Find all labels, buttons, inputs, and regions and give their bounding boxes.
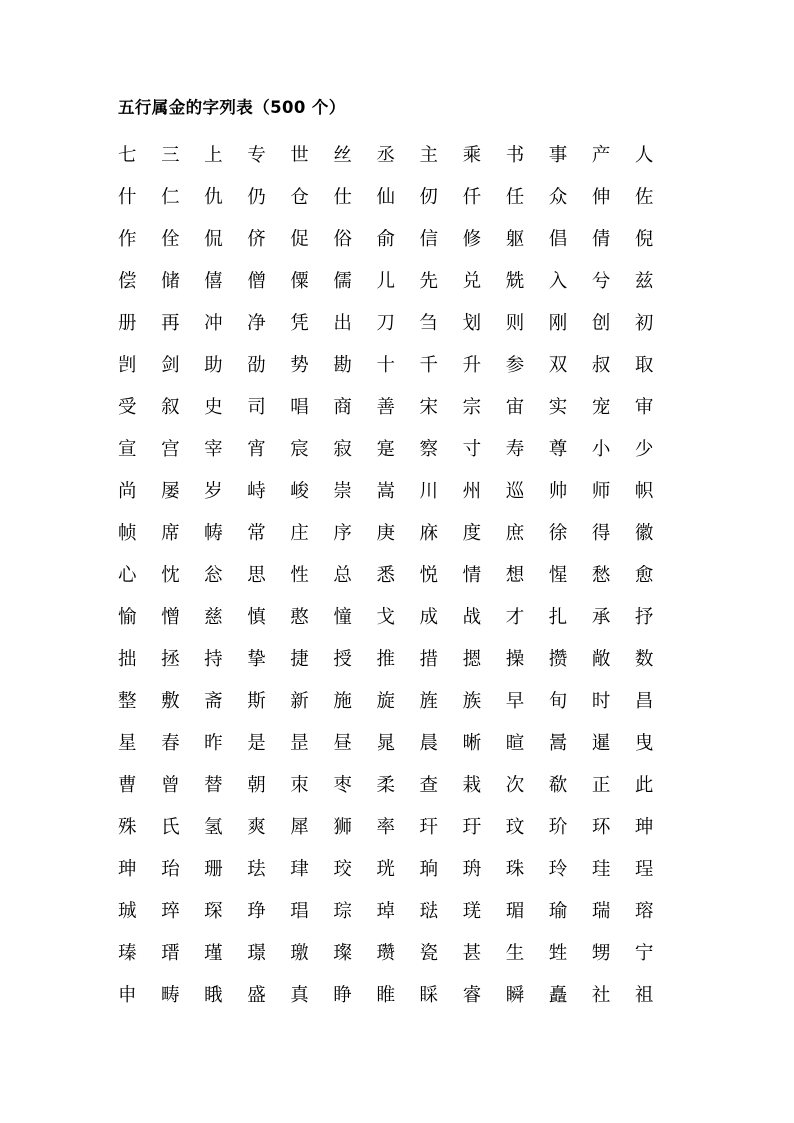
character-cell: 峙 bbox=[247, 481, 266, 502]
character-cell: 俗 bbox=[333, 229, 352, 250]
character-cell: 是 bbox=[247, 733, 266, 754]
character-cell: 创 bbox=[591, 313, 611, 334]
character-cell: 少 bbox=[634, 439, 654, 460]
character-cell: 宗 bbox=[462, 397, 482, 418]
character-cell: 叔 bbox=[591, 355, 611, 376]
character-cell: 仍 bbox=[247, 187, 266, 208]
character-cell: 兹 bbox=[634, 271, 654, 292]
character-cell: 瑞 bbox=[591, 901, 611, 922]
character-cell: 司 bbox=[247, 397, 266, 418]
character-cell: 乘 bbox=[462, 145, 482, 166]
character-cell: 盛 bbox=[247, 985, 266, 1006]
character-cell: 倡 bbox=[548, 229, 568, 250]
character-cell: 丝 bbox=[333, 145, 352, 166]
character-cell: 狮 bbox=[333, 817, 352, 838]
character-cell: 琤 bbox=[247, 901, 266, 922]
character-cell: 作 bbox=[118, 229, 137, 250]
character-cell: 商 bbox=[333, 397, 352, 418]
character-cell: 先 bbox=[419, 271, 439, 292]
character-cell: 佐 bbox=[634, 187, 654, 208]
character-cell: 甚 bbox=[462, 943, 482, 964]
character-cell: 矗 bbox=[548, 985, 568, 1006]
character-cell: 躯 bbox=[505, 229, 525, 250]
character-cell: 史 bbox=[204, 397, 223, 418]
character-cell: 刍 bbox=[419, 313, 439, 334]
character-cell: 川 bbox=[419, 481, 439, 502]
character-cell: 授 bbox=[333, 649, 352, 670]
character-cell: 琷 bbox=[462, 901, 482, 922]
character-cell: 出 bbox=[333, 313, 352, 334]
character-cell: 玠 bbox=[548, 817, 568, 838]
character-cell: 承 bbox=[591, 607, 611, 628]
character-cell: 剀 bbox=[118, 355, 137, 376]
character-cell: 师 bbox=[591, 481, 611, 502]
character-cell: 璬 bbox=[290, 943, 309, 964]
character-cell: 晨 bbox=[419, 733, 439, 754]
character-cell: 忱 bbox=[161, 565, 180, 586]
character-cell: 晰 bbox=[462, 733, 482, 754]
character-cell: 琺 bbox=[419, 901, 439, 922]
character-cell: 朿 bbox=[290, 775, 309, 796]
character-cell: 倩 bbox=[591, 229, 611, 250]
character-cell: 再 bbox=[161, 313, 180, 334]
character-cell: 千 bbox=[419, 355, 439, 376]
character-cell: 璨 bbox=[333, 943, 352, 964]
character-cell: 枣 bbox=[333, 775, 352, 796]
character-cell: 叙 bbox=[161, 397, 180, 418]
character-cell: 刀 bbox=[376, 313, 395, 334]
character-cell: 施 bbox=[333, 691, 352, 712]
character-cell: 取 bbox=[634, 355, 654, 376]
character-cell: 捷 bbox=[290, 649, 309, 670]
character-cell: 氢 bbox=[204, 817, 223, 838]
character-cell: 宵 bbox=[247, 439, 266, 460]
character-cell: 冲 bbox=[204, 313, 223, 334]
character-cell: 刚 bbox=[548, 313, 568, 334]
character-cell: 岁 bbox=[204, 481, 223, 502]
character-cell: 栽 bbox=[462, 775, 482, 796]
character-cell: 此 bbox=[634, 775, 654, 796]
character-cell: 勘 bbox=[333, 355, 352, 376]
character-cell: 思 bbox=[247, 565, 266, 586]
character-cell: 璟 bbox=[247, 943, 266, 964]
character-cell: 伸 bbox=[591, 187, 611, 208]
character-cell: 崇 bbox=[333, 481, 352, 502]
character-cell: 昰 bbox=[290, 733, 309, 754]
character-cell: 族 bbox=[462, 691, 482, 712]
character-cell: 摁 bbox=[462, 649, 482, 670]
character-cell: 睿 bbox=[462, 985, 482, 1006]
character-cell: 犀 bbox=[290, 817, 309, 838]
character-cell: 昨 bbox=[204, 733, 223, 754]
character-cell: 划 bbox=[462, 313, 482, 334]
character-cell: 甥 bbox=[591, 943, 611, 964]
character-cell: 宰 bbox=[204, 439, 223, 460]
character-cell: 兟 bbox=[505, 271, 525, 292]
character-cell: 什 bbox=[118, 187, 137, 208]
character-cell: 修 bbox=[462, 229, 482, 250]
character-cell: 新 bbox=[290, 691, 309, 712]
character-cell: 剑 bbox=[161, 355, 180, 376]
character-cell: 初 bbox=[634, 313, 654, 334]
character-cell: 倪 bbox=[634, 229, 654, 250]
character-cell: 愁 bbox=[591, 565, 611, 586]
character-cell: 寔 bbox=[376, 439, 395, 460]
character-cell: 僧 bbox=[247, 271, 266, 292]
character-cell: 悉 bbox=[376, 565, 395, 586]
character-cell: 徐 bbox=[548, 523, 568, 544]
character-cell: 瑨 bbox=[161, 943, 180, 964]
character-cell: 宋 bbox=[419, 397, 439, 418]
character-cell: 玕 bbox=[419, 817, 439, 838]
character-cell: 珦 bbox=[419, 859, 439, 880]
character-cell: 书 bbox=[505, 145, 525, 166]
character-cell: 旌 bbox=[419, 691, 439, 712]
character-cell: 仟 bbox=[462, 187, 482, 208]
character-cell: 慎 bbox=[247, 607, 266, 628]
character-cell: 睋 bbox=[204, 985, 223, 1006]
character-cell: 十 bbox=[376, 355, 395, 376]
character-cell: 琗 bbox=[161, 901, 180, 922]
character-cell: 时 bbox=[591, 691, 611, 712]
character-cell: 战 bbox=[462, 607, 482, 628]
character-cell: 瞬 bbox=[505, 985, 525, 1006]
character-cell: 整 bbox=[118, 691, 137, 712]
character-cell: 宠 bbox=[591, 397, 611, 418]
character-cell: 升 bbox=[462, 355, 482, 376]
character-cell: 社 bbox=[591, 985, 611, 1006]
character-cell: 攒 bbox=[548, 649, 568, 670]
character-cell: 兑 bbox=[462, 271, 482, 292]
character-cell: 早 bbox=[505, 691, 525, 712]
character-cell: 专 bbox=[247, 145, 266, 166]
character-cell: 殊 bbox=[118, 817, 137, 838]
character-cell: 昼 bbox=[333, 733, 352, 754]
character-cell: 真 bbox=[290, 985, 309, 1006]
character-cell: 人 bbox=[634, 145, 654, 166]
character-cell: 则 bbox=[505, 313, 525, 334]
character-cell: 申 bbox=[118, 985, 137, 1006]
character-cell: 珅 bbox=[118, 859, 137, 880]
character-cell: 旋 bbox=[376, 691, 395, 712]
character-cell: 持 bbox=[204, 649, 223, 670]
character-cell: 寿 bbox=[505, 439, 525, 460]
character-cell: 珪 bbox=[591, 859, 611, 880]
character-cell: 度 bbox=[462, 523, 482, 544]
character-cell: 仓 bbox=[290, 187, 309, 208]
character-cell: 儒 bbox=[333, 271, 352, 292]
character-cell: 愉 bbox=[118, 607, 137, 628]
character-cell: 氏 bbox=[161, 817, 180, 838]
character-cell: 珐 bbox=[247, 859, 266, 880]
character-cell: 瑾 bbox=[204, 943, 223, 964]
character-cell: 措 bbox=[419, 649, 439, 670]
character-cell: 暹 bbox=[591, 733, 611, 754]
character-cell: 储 bbox=[161, 271, 180, 292]
character-cell: 参 bbox=[505, 355, 525, 376]
character-cell: 帜 bbox=[634, 481, 654, 502]
character-cell: 僖 bbox=[204, 271, 223, 292]
character-cell: 偿 bbox=[118, 271, 137, 292]
character-cell: 珘 bbox=[462, 859, 482, 880]
character-cell: 州 bbox=[462, 481, 482, 502]
character-cell: 成 bbox=[419, 607, 439, 628]
character-cell: 审 bbox=[634, 397, 654, 418]
document-content bbox=[118, 95, 678, 1017]
character-cell: 琛 bbox=[204, 901, 223, 922]
character-cell: 环 bbox=[591, 817, 611, 838]
character-cell: 心 bbox=[118, 565, 137, 586]
character-cell: 总 bbox=[333, 565, 352, 586]
character-cell: 净 bbox=[247, 313, 266, 334]
character-cell: 世 bbox=[290, 145, 309, 166]
character-cell: 愈 bbox=[634, 565, 654, 586]
character-cell: 次 bbox=[505, 775, 525, 796]
character-cell: 晁 bbox=[376, 733, 395, 754]
character-cell: 庄 bbox=[290, 523, 309, 544]
character-cell: 悦 bbox=[419, 565, 439, 586]
character-cell: 宣 bbox=[118, 439, 137, 460]
character-cell: 瓷 bbox=[419, 943, 439, 964]
character-cell: 抒 bbox=[634, 607, 654, 628]
character-cell: 侃 bbox=[204, 229, 223, 250]
character-cell: 想 bbox=[505, 565, 525, 586]
character-cell: 寂 bbox=[333, 439, 352, 460]
character-cell: 凭 bbox=[290, 313, 309, 334]
character-cell: 星 bbox=[118, 733, 137, 754]
character-cell: 憧 bbox=[333, 607, 352, 628]
character-cell: 珖 bbox=[376, 859, 395, 880]
character-cell: 受 bbox=[118, 397, 137, 418]
character-cell: 暄 bbox=[505, 733, 525, 754]
character-cell: 侪 bbox=[247, 229, 266, 250]
character-cell: 屡 bbox=[161, 481, 180, 502]
character-cell: 帧 bbox=[118, 523, 137, 544]
character-cell: 上 bbox=[204, 145, 223, 166]
character-cell: 仁 bbox=[161, 187, 180, 208]
character-cell: 产 bbox=[591, 145, 611, 166]
character-cell: 琩 bbox=[290, 901, 309, 922]
character-cell: 得 bbox=[591, 523, 611, 544]
character-cell: 仞 bbox=[419, 187, 439, 208]
character-cell: 曾 bbox=[161, 775, 180, 796]
character-cell: 信 bbox=[419, 229, 439, 250]
character-cell: 正 bbox=[591, 775, 611, 796]
character-cell: 入 bbox=[548, 271, 568, 292]
character-cell: 助 bbox=[204, 355, 223, 376]
character-cell: 众 bbox=[548, 187, 568, 208]
character-cell: 曹 bbox=[118, 775, 137, 796]
character-cell: 玟 bbox=[505, 817, 525, 838]
character-cell: 查 bbox=[419, 775, 439, 796]
character-cell: 嵩 bbox=[376, 481, 395, 502]
character-cell: 兮 bbox=[591, 271, 611, 292]
page-title: 五行属金的字列表（500 个） bbox=[118, 98, 346, 117]
character-cell: 祖 bbox=[634, 985, 654, 1006]
character-cell: 斋 bbox=[204, 691, 223, 712]
character-cell: 尊 bbox=[548, 439, 568, 460]
character-cell: 性 bbox=[290, 565, 309, 586]
character-cell: 佺 bbox=[161, 229, 180, 250]
character-cell: 敷 bbox=[161, 691, 180, 712]
character-cell: 曳 bbox=[634, 733, 654, 754]
character-cell: 双 bbox=[548, 355, 568, 376]
character-cell: 唱 bbox=[290, 397, 309, 418]
character-cell: 暠 bbox=[548, 733, 568, 754]
character-cell: 丞 bbox=[376, 145, 395, 166]
character-cell: 戈 bbox=[376, 607, 395, 628]
character-cell: 珠 bbox=[505, 859, 525, 880]
character-cell: 珹 bbox=[118, 901, 137, 922]
character-cell: 巡 bbox=[505, 481, 525, 502]
character-cell: 宙 bbox=[505, 397, 525, 418]
character-cell: 憨 bbox=[290, 607, 309, 628]
character-cell: 珊 bbox=[204, 859, 223, 880]
character-cell: 庚 bbox=[376, 523, 395, 544]
character-cell: 势 bbox=[290, 355, 309, 376]
character-cell: 憎 bbox=[161, 607, 180, 628]
character-cell: 席 bbox=[161, 523, 180, 544]
character-cell: 仕 bbox=[333, 187, 352, 208]
character-cell: 惺 bbox=[548, 565, 568, 586]
character-cell: 扎 bbox=[548, 607, 568, 628]
character-cell: 忩 bbox=[204, 565, 223, 586]
character-cell: 珵 bbox=[634, 859, 654, 880]
character-cell: 促 bbox=[290, 229, 309, 250]
character-cell: 寸 bbox=[462, 439, 482, 460]
character-cell: 珅 bbox=[634, 817, 654, 838]
character-cell: 昌 bbox=[634, 691, 654, 712]
character-cell: 仇 bbox=[204, 187, 223, 208]
character-cell: 爽 bbox=[247, 817, 266, 838]
character-cell: 珒 bbox=[290, 859, 309, 880]
character-cell: 宸 bbox=[290, 439, 309, 460]
character-grid bbox=[118, 135, 678, 1017]
character-cell: 推 bbox=[376, 649, 395, 670]
character-cell: 宫 bbox=[161, 439, 180, 460]
character-cell: 睢 bbox=[376, 985, 395, 1006]
character-cell: 畴 bbox=[161, 985, 180, 1006]
character-cell: 才 bbox=[505, 607, 525, 628]
character-cell: 数 bbox=[634, 649, 654, 670]
character-cell: 实 bbox=[548, 397, 568, 418]
character-cell: 琸 bbox=[376, 901, 395, 922]
character-cell: 珆 bbox=[161, 859, 180, 880]
character-cell: 察 bbox=[419, 439, 439, 460]
character-cell: 欷 bbox=[548, 775, 568, 796]
character-cell: 挚 bbox=[247, 649, 266, 670]
character-cell: 操 bbox=[505, 649, 525, 670]
character-cell: 仙 bbox=[376, 187, 395, 208]
character-cell: 儿 bbox=[376, 271, 395, 292]
character-cell: 瑢 bbox=[634, 901, 654, 922]
character-cell: 慈 bbox=[204, 607, 223, 628]
character-cell: 七 bbox=[118, 145, 137, 166]
character-cell: 瓒 bbox=[376, 943, 395, 964]
character-cell: 小 bbox=[591, 439, 611, 460]
character-cell: 率 bbox=[376, 817, 395, 838]
character-cell: 琮 bbox=[333, 901, 352, 922]
character-cell: 册 bbox=[118, 313, 137, 334]
character-cell: 序 bbox=[333, 523, 352, 544]
character-cell: 珓 bbox=[333, 859, 352, 880]
character-cell: 事 bbox=[548, 145, 568, 166]
character-cell: 情 bbox=[462, 565, 482, 586]
character-cell: 拙 bbox=[118, 649, 137, 670]
character-cell: 玗 bbox=[462, 817, 482, 838]
character-cell: 庥 bbox=[419, 523, 439, 544]
character-cell: 旬 bbox=[548, 691, 568, 712]
character-cell: 主 bbox=[419, 145, 439, 166]
character-cell: 峻 bbox=[290, 481, 309, 502]
character-cell: 僳 bbox=[290, 271, 309, 292]
character-cell: 玲 bbox=[548, 859, 568, 880]
character-cell: 宁 bbox=[634, 943, 654, 964]
character-cell: 帱 bbox=[204, 523, 223, 544]
character-cell: 瑜 bbox=[548, 901, 568, 922]
character-cell: 睬 bbox=[419, 985, 439, 1006]
character-cell: 敞 bbox=[591, 649, 611, 670]
character-cell: 甡 bbox=[548, 943, 568, 964]
character-cell: 生 bbox=[505, 943, 525, 964]
character-cell: 徽 bbox=[634, 523, 654, 544]
character-cell: 任 bbox=[505, 187, 525, 208]
character-cell: 常 bbox=[247, 523, 266, 544]
character-cell: 替 bbox=[204, 775, 223, 796]
character-cell: 斯 bbox=[247, 691, 266, 712]
character-cell: 春 bbox=[161, 733, 180, 754]
character-cell: 帅 bbox=[548, 481, 568, 502]
character-cell: 劭 bbox=[247, 355, 266, 376]
character-cell: 瑂 bbox=[505, 901, 525, 922]
character-cell: 三 bbox=[161, 145, 180, 166]
character-cell: 朝 bbox=[247, 775, 266, 796]
character-cell: 瑧 bbox=[118, 943, 137, 964]
character-cell: 睁 bbox=[333, 985, 352, 1006]
character-cell: 善 bbox=[376, 397, 395, 418]
character-cell: 柔 bbox=[376, 775, 395, 796]
character-cell: 俞 bbox=[376, 229, 395, 250]
character-cell: 庶 bbox=[505, 523, 525, 544]
character-cell: 拯 bbox=[161, 649, 180, 670]
character-cell: 尚 bbox=[118, 481, 137, 502]
